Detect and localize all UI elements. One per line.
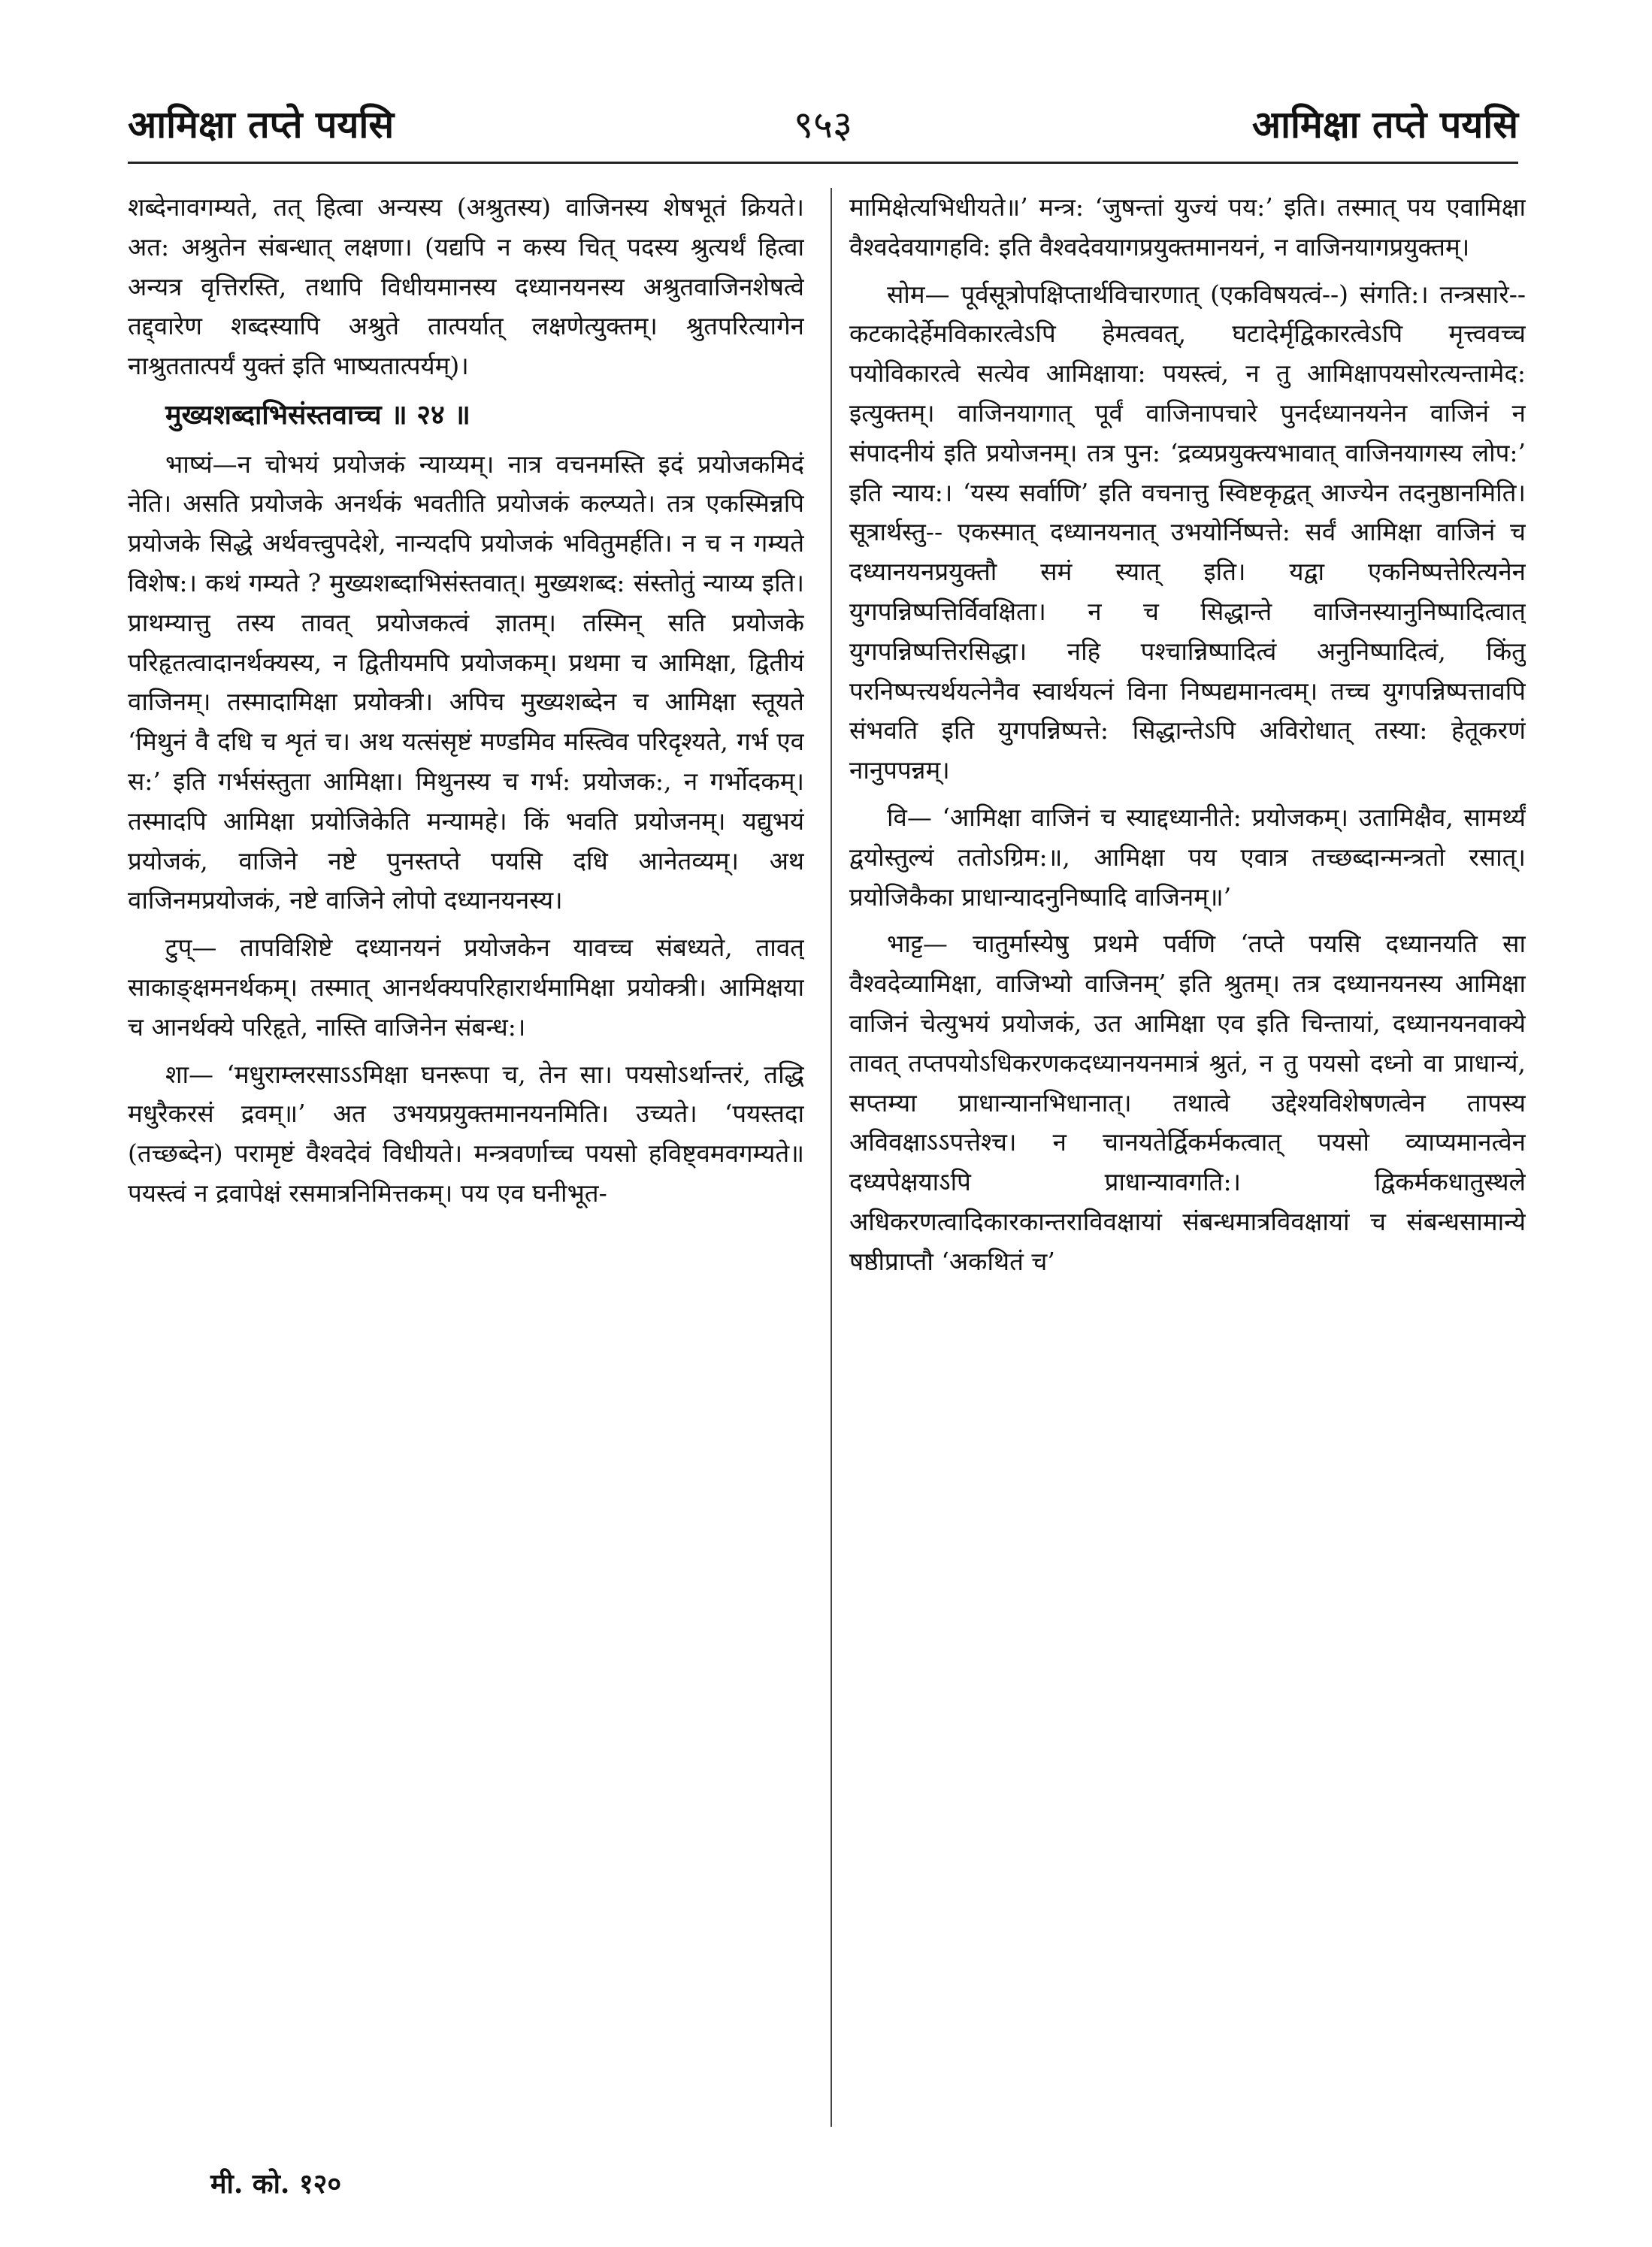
tup-paragraph: टुप्— तापविशिष्टे दध्यानयनं प्रयोजकेन यावच्च संबध्यते, तावत् साकाङ्क्षमनर्थकम्। तस्मात् आनर्थक्यपरिहारार्थमामिक्षा प्रयोक्त्री। आमिक्षया च आनर्थक्ये परिहृते, नास्ति वाजिनेन संबन्ध:। [128, 933, 804, 1042]
bhatta-paragraph: भाट्ट— चातुर्मास्येषु प्रथमे पर्वणि ‘तप्ते पयसि दध्यानयति सा वैश्वदेव्यामिक्षा, वाजिभ्यो वाजिनम्’ इति श्रुतम्। तत्र दध्यानयनस्य आमिक्षा वाजिनं चेत्युभयं प्रयोजकं, उत आमिक्षा एव इति चिन्तायां, दध्यानयनवाक्ये तावत् तप्तपयोऽधिकरणकदध्यानयनमात्रं श्रुतं, न तु पयसो दध्नो वा प्राधान्यं, सप्तम्या प्राधान्यानभिधानात्। तथात्वे उद्देश्यविशेषणत्वेन तापस्य अविवक्षाऽऽपत्तेश्च। न चानयतेर्द्विकर्मकत्वात् पयसो व्याप्यमानत्वेन दध्यपेक्षयाऽपि प्राधान्यावगति:। द्विकर्मकधातुस्थले अधिकरणत्वादिकारकान्तराविवक्षायां संबन्धमात्रविवक्षायां च संबन्धसामान्ये षष्ठीप्राप्तौ ‘अकथितं च’ [849, 929, 1526, 1276]
running-title-left: आमिक्षा तप्ते पयसि [128, 102, 395, 147]
bhashya-paragraph: भाष्यं—न चोभयं प्रयोजकं न्याय्यम्। नात्र वचनमस्ति इदं प्रयोजकमिदं नेति। असति प्रयोजके अनर्थकं भवतीति प्रयोजकं कल्प्यते। तत्र एकस्मिन्नपि प्रयोजके सिद्धे अर्थवत्त्वुपदेशे, नान्यदपि प्रयोजकं भवितुमर्हति। न च न गम्यते विशेष:। कथं गम्यते ? मुख्यशब्दाभिसंस्तवात्। मुख्यशब्द: संस्तोतुं न्याय्य इति। प्राथम्यात्तु तस्य तावत् प्रयोजकत्वं ज्ञातम्। तस्मिन् सति प्रयोजके परिहृतत्वादानर्थक्यस्य, न द्वितीयमपि प्रयोजकम्। प्रथमा च आमिक्षा, द्वितीयं वाजिनम्। तस्मादामिक्षा प्रयोक्त्री। अपिच मुख्यशब्देन च आमिक्षा स्तूयते ‘मिथुनं वै दधि च शृतं च। अथ यत्संसृष्टं मण्डमिव मस्त्विव परिदृश्यते, गर्भ एव स:’ इति गर्भसंस्तुता आमिक्षा। मिथुनस्य च गर्भ: प्रयोजक:, न गर्भोदकम्। तस्मादपि आमिक्षा प्रयोजिकेति मन्यामहे। किं भवति प्रयोजनम्। यद्युभयं प्रयोजकं, वाजिने नष्टे पुनस्तप्ते पयसि दधि आनेतव्यम्। अथ वाजिनमप्रयोजकं, नष्टे वाजिने लोपो दध्यानयनस्य। [128, 449, 804, 915]
header-rule [128, 162, 1518, 164]
soma-paragraph: सोम— पूर्वसूत्रोपक्षिप्तार्थविचारणात् (एकविषयत्वं--) संगति:। तन्त्रसारे-- कटकादेर्हेमविकारत्वेऽपि हेमत्ववत्, घटादेर्मृद्विकारत्वेऽपि मृत्त्ववच्च पयोविकारत्वे सत्येव आमिक्षाया: पयस्त्वं, न तु आमिक्षापयसोरत्यन्तामेद: इत्युक्तम्। वाजिनयागात् पूर्वं वाजिनापचारे पुनर्दध्यानयनेन वाजिनं न संपादनीयं इति प्रयोजनम्। तत्र पुन: ‘द्रव्यप्रयुक्त्यभावात् वाजिनयागस्य लोप:’ इति न्याय:। ‘यस्य सर्वाणि’ इति वचनात्तु स्विष्टकृद्वत् आज्येन तदनुष्ठानमिति। सूत्रार्थस्तु-- एकस्मात् दध्यानयनात् उभयोर्निष्पत्ते: सर्वं आमिक्षा वाजिनं च दध्यानयनप्रयुक्तौ समं स्यात् इति। यद्वा एकनिष्पत्तेरित्यनेन युगपन्निष्पत्तिर्विवक्षिता। न च सिद्धान्ते वाजिनस्यानुनिष्पादित्वात् युगपन्निष्पत्तिरसिद्धा। नहि पश्चान्निष्पादित्वं अनुनिष्पादित्वं, किंतु परनिष्पत्त्यर्थयत्नेनैव स्वार्थयत्नं विना निष्पद्यमानत्वम्। तच्च युगपन्निष्पत्तावपि संभवति इति युगपन्निष्पत्ते: सिद्धान्तेऽपि अविरोधात् तस्या: हेतूकरणं नानुपपन्नम्। [849, 279, 1526, 785]
sha-paragraph: शा— ‘मधुराम्लरसाऽऽमिक्षा घनरूपा च, तेन सा। पयसोऽर्थान्तरं, तद्धि मधुरैकरसं द्रवम्॥’ अत उभयप्रयुक्तमानयनमिति। उच्यते। ‘पयस्तदा (तच्छब्देन) परामृष्टं वैश्वदेवं विधीयते। मन्त्रवर्णाच्च पयसो हविष्ट्वमवगम्यते॥ पयस्त्वं न द्रवापेक्षं रसमात्रनिमित्तकम्। पय एव घनीभूत- [128, 1059, 804, 1208]
sutra-heading: मुख्यशब्दाभिसंस्तवाच्च ॥ २४ ॥ [165, 398, 470, 431]
page-number: ९५३ [794, 103, 852, 147]
page-header [128, 98, 1518, 158]
running-title-right: आमिक्षा तप्ते पयसि [1251, 102, 1518, 147]
left-column [128, 188, 804, 2157]
right-column [849, 188, 1526, 2157]
signature-mark: मी. को. १२० [210, 2168, 342, 2200]
vi-paragraph: वि— ‘आमिक्षा वाजिनं च स्याद्दध्यानीते: प्रयोजकम्। उतामिक्षैव, सामर्थ्यं द्वयोस्तुल्यं ततोऽग्रिम:॥, आमिक्षा पय एवात्र तच्छब्दान्मन्त्रतो रसात्। प्रयोजिकैका प्राधान्यादनुनिष्पादि वाजिनम्॥’ [849, 802, 1526, 912]
right-paragraph-1: मामिक्षेत्यभिधीयते॥’ मन्त्र: ‘जुषन्तां युज्यं पय:’ इति। तस्मात् पय एवामिक्षा वैश्वदेवयागहवि: इति वैश्वदेवयागप्रयुक्तमानयनं, न वाजिनयागप्रयुक्तम्। [849, 192, 1526, 262]
left-paragraph-1: शब्देनावगम्यते, तत् हित्वा अन्यस्य (अश्रुतस्य) वाजिनस्य शेषभूतं क्रियते। अत: अश्रुतेन संबन्धात् लक्षणा। (यद्यपि न कस्य चित् पदस्य श्रुत्यर्थं हित्वा अन्यत्र वृत्तिरस्ति, तथापि विधीयमानस्य दध्यानयनस्य अश्रुतवाजिनशेषत्वे तद्द्वारेण शब्दस्यापि अश्रुते तात्पर्यात् लक्षणेत्युक्तम्। श्रुतपरित्यागेन नाश्रुततात्पर्यं युक्तं इति भाष्यतात्पर्यम्)। [128, 192, 804, 381]
column-divider [831, 188, 832, 2127]
